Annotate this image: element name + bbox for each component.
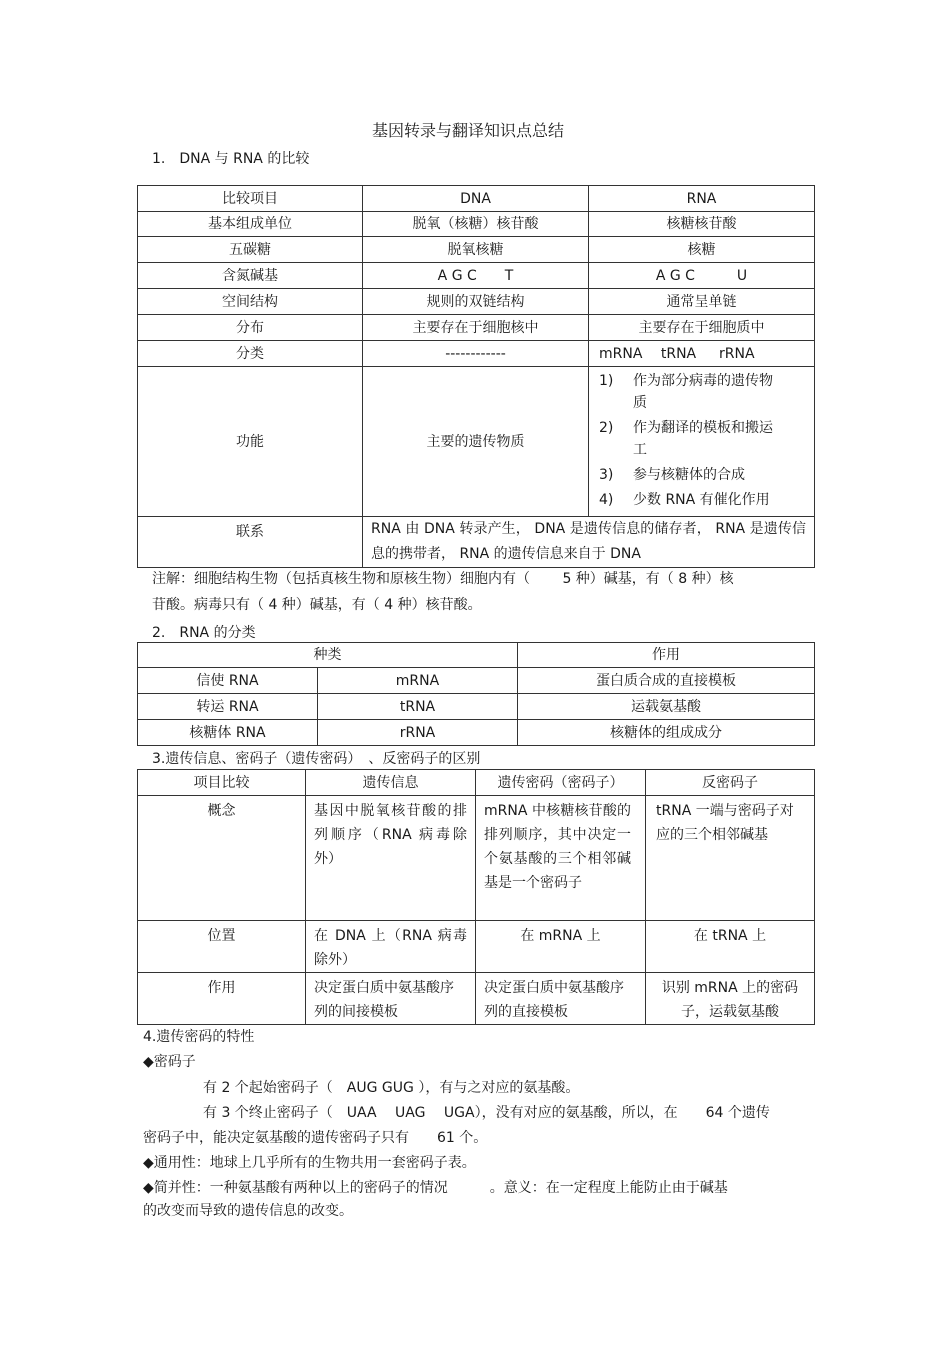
table-cell: 在 mRNA 上 [476, 921, 646, 973]
table-row [138, 796, 815, 921]
dna-rna-comparison-table [137, 185, 815, 568]
table-header-row [138, 643, 815, 668]
table-cell: mRNA [318, 668, 518, 694]
header-cell: 反密码子 [646, 770, 815, 796]
table-header-row [138, 186, 815, 212]
table-row [138, 212, 815, 237]
table-cell: 基本组成单位 [138, 212, 363, 237]
table-cell: 核糖体的组成成分 [518, 720, 815, 746]
table-cell: 脱氧核糖 [363, 237, 589, 263]
stop-codon-line: 有 3 个终止密码子（ UAA UAG UGA），没有对应的氨基酸，所以，在 64 个遗传 [203, 1105, 770, 1121]
table-cell: 核糖体 RNA [138, 720, 318, 746]
table-cell: 决定蛋白质中氨基酸序列的直接模板 [476, 973, 646, 1025]
list-item-number: 4) [599, 492, 614, 508]
table-cell: 作用 [138, 973, 306, 1025]
table-cell: 主要存在于细胞核中 [363, 315, 589, 341]
table-cell: 信使 RNA [138, 668, 318, 694]
table-cell: 含氮碱基 [138, 263, 363, 289]
table-cell: rRNA [318, 720, 518, 746]
table-cell: mRNA 中核糖核苷酸的排列顺序，其中决定一个氨基酸的三个相邻碱基是一个密码子 [476, 796, 646, 921]
table-header-row [138, 770, 815, 796]
header-cell: 作用 [518, 643, 815, 668]
table-cell: 核糖核苷酸 [589, 212, 815, 237]
list-item [599, 464, 784, 486]
list-item-text: 作为部分病毒的遗传物质 [633, 373, 773, 411]
table-cell: 核糖 [589, 237, 815, 263]
list-item [599, 489, 784, 511]
header-cell: 遗传密码（密码子） [476, 770, 646, 796]
list-item-text: 参与核糖体的合成 [633, 467, 745, 483]
stop-codon-line-cont: 密码子中，能决定氨基酸的遗传密码子只有 61 个。 [143, 1130, 488, 1146]
table-row-function [138, 367, 815, 517]
section-1-heading: 1. DNA 与 RNA 的比较 [152, 151, 310, 167]
table-cell: mRNA tRNA rRNA [589, 341, 815, 367]
table-cell: 决定蛋白质中氨基酸序列的间接模板 [306, 973, 476, 1025]
table-row [138, 694, 815, 720]
table-row [138, 341, 815, 367]
table-cell: 联系 [138, 517, 363, 568]
table-row [138, 720, 815, 746]
start-codon-line: 有 2 个起始密码子（ AUG GUG ），有与之对应的氨基酸。 [203, 1080, 580, 1096]
degeneracy-line: ◆简并性：一种氨基酸有两种以上的密码子的情况 。意义：在一定程度上能防止由于碱基 [143, 1180, 728, 1196]
table-row [138, 237, 815, 263]
section-3-heading: 3.遗传信息、密码子（遗传密码） 、反密码子的区别 [152, 751, 481, 767]
header-cell: 项目比较 [138, 770, 306, 796]
table-cell: 运载氨基酸 [518, 694, 815, 720]
rna-classification-table [137, 642, 815, 746]
note-line: 注解：细胞结构生物（包括真核生物和原核生物）细胞内有（ 5 种）碱基，有（ 8 种）核 [152, 571, 734, 587]
section-4-heading: 4.遗传密码的特性 [143, 1029, 255, 1045]
table-cell: A G C U [589, 263, 815, 289]
list-item [599, 417, 784, 461]
table-cell: 在 tRNA 上 [646, 921, 815, 973]
universality-line: ◆通用性：地球上几乎所有的生物共用一套密码子表。 [143, 1155, 476, 1171]
list-item [599, 370, 784, 414]
table-cell: 识别 mRNA 上的密码子，运载氨基酸 [646, 973, 815, 1025]
table-cell: 分布 [138, 315, 363, 341]
header-cell: RNA [589, 186, 815, 212]
rna-function-list [599, 370, 784, 511]
table-row [138, 973, 815, 1025]
table-cell: tRNA 一端与密码子对应的三个相邻碱基 [646, 796, 815, 921]
table-cell: 转运 RNA [138, 694, 318, 720]
rna-function-cell [589, 367, 815, 517]
table-row [138, 289, 815, 315]
table-cell: ------------ [363, 341, 589, 367]
note-line: 苷酸。病毒只有（ 4 种）碱基，有（ 4 种）核苷酸。 [152, 597, 482, 613]
list-item-number: 1) [599, 373, 614, 389]
table-cell: 空间结构 [138, 289, 363, 315]
table-cell: 五碳糖 [138, 237, 363, 263]
table-cell: 概念 [138, 796, 306, 921]
header-cell: 比较项目 [138, 186, 363, 212]
table-cell: 通常呈单链 [589, 289, 815, 315]
table-cell: 主要的遗传物质 [363, 367, 589, 517]
table-row [138, 921, 815, 973]
list-item-number: 3) [599, 467, 614, 483]
header-cell: DNA [363, 186, 589, 212]
degeneracy-line-cont: 的改变而导致的遗传信息的改变。 [143, 1203, 353, 1219]
table-cell: 位置 [138, 921, 306, 973]
table-cell: 分类 [138, 341, 363, 367]
list-item-text: 少数 RNA 有催化作用 [633, 492, 770, 508]
link-cell: RNA 由 DNA 转录产生， DNA 是遗传信息的储存者， RNA 是遗传信息的携带者， RNA 的遗传信息来自于 DNA [363, 517, 815, 568]
table-row [138, 315, 815, 341]
table-cell: tRNA [318, 694, 518, 720]
table-cell: 蛋白质合成的直接模板 [518, 668, 815, 694]
header-cell: 遗传信息 [306, 770, 476, 796]
table-cell: 功能 [138, 367, 363, 517]
table-row-link [138, 517, 815, 568]
table-cell: A G C T [363, 263, 589, 289]
header-cell: 种类 [138, 643, 518, 668]
list-item-number: 2) [599, 420, 614, 436]
codon-subheading: ◆密码子 [143, 1054, 196, 1070]
table-cell: 在 DNA 上（RNA 病毒除外） [306, 921, 476, 973]
codon-comparison-table [137, 769, 815, 1025]
table-cell: 基因中脱氧核苷酸的排列顺序（RNA 病毒除外） [306, 796, 476, 921]
list-item-text: 作为翻译的模板和搬运工 [633, 420, 773, 458]
table-row [138, 668, 815, 694]
table-cell: 规则的双链结构 [363, 289, 589, 315]
page-title: 基因转录与翻译知识点总结 [371, 121, 564, 140]
table-cell: 主要存在于细胞质中 [589, 315, 815, 341]
table-cell: 脱氧（核糖）核苷酸 [363, 212, 589, 237]
table-row [138, 263, 815, 289]
section-2-heading: 2. RNA 的分类 [152, 625, 256, 641]
